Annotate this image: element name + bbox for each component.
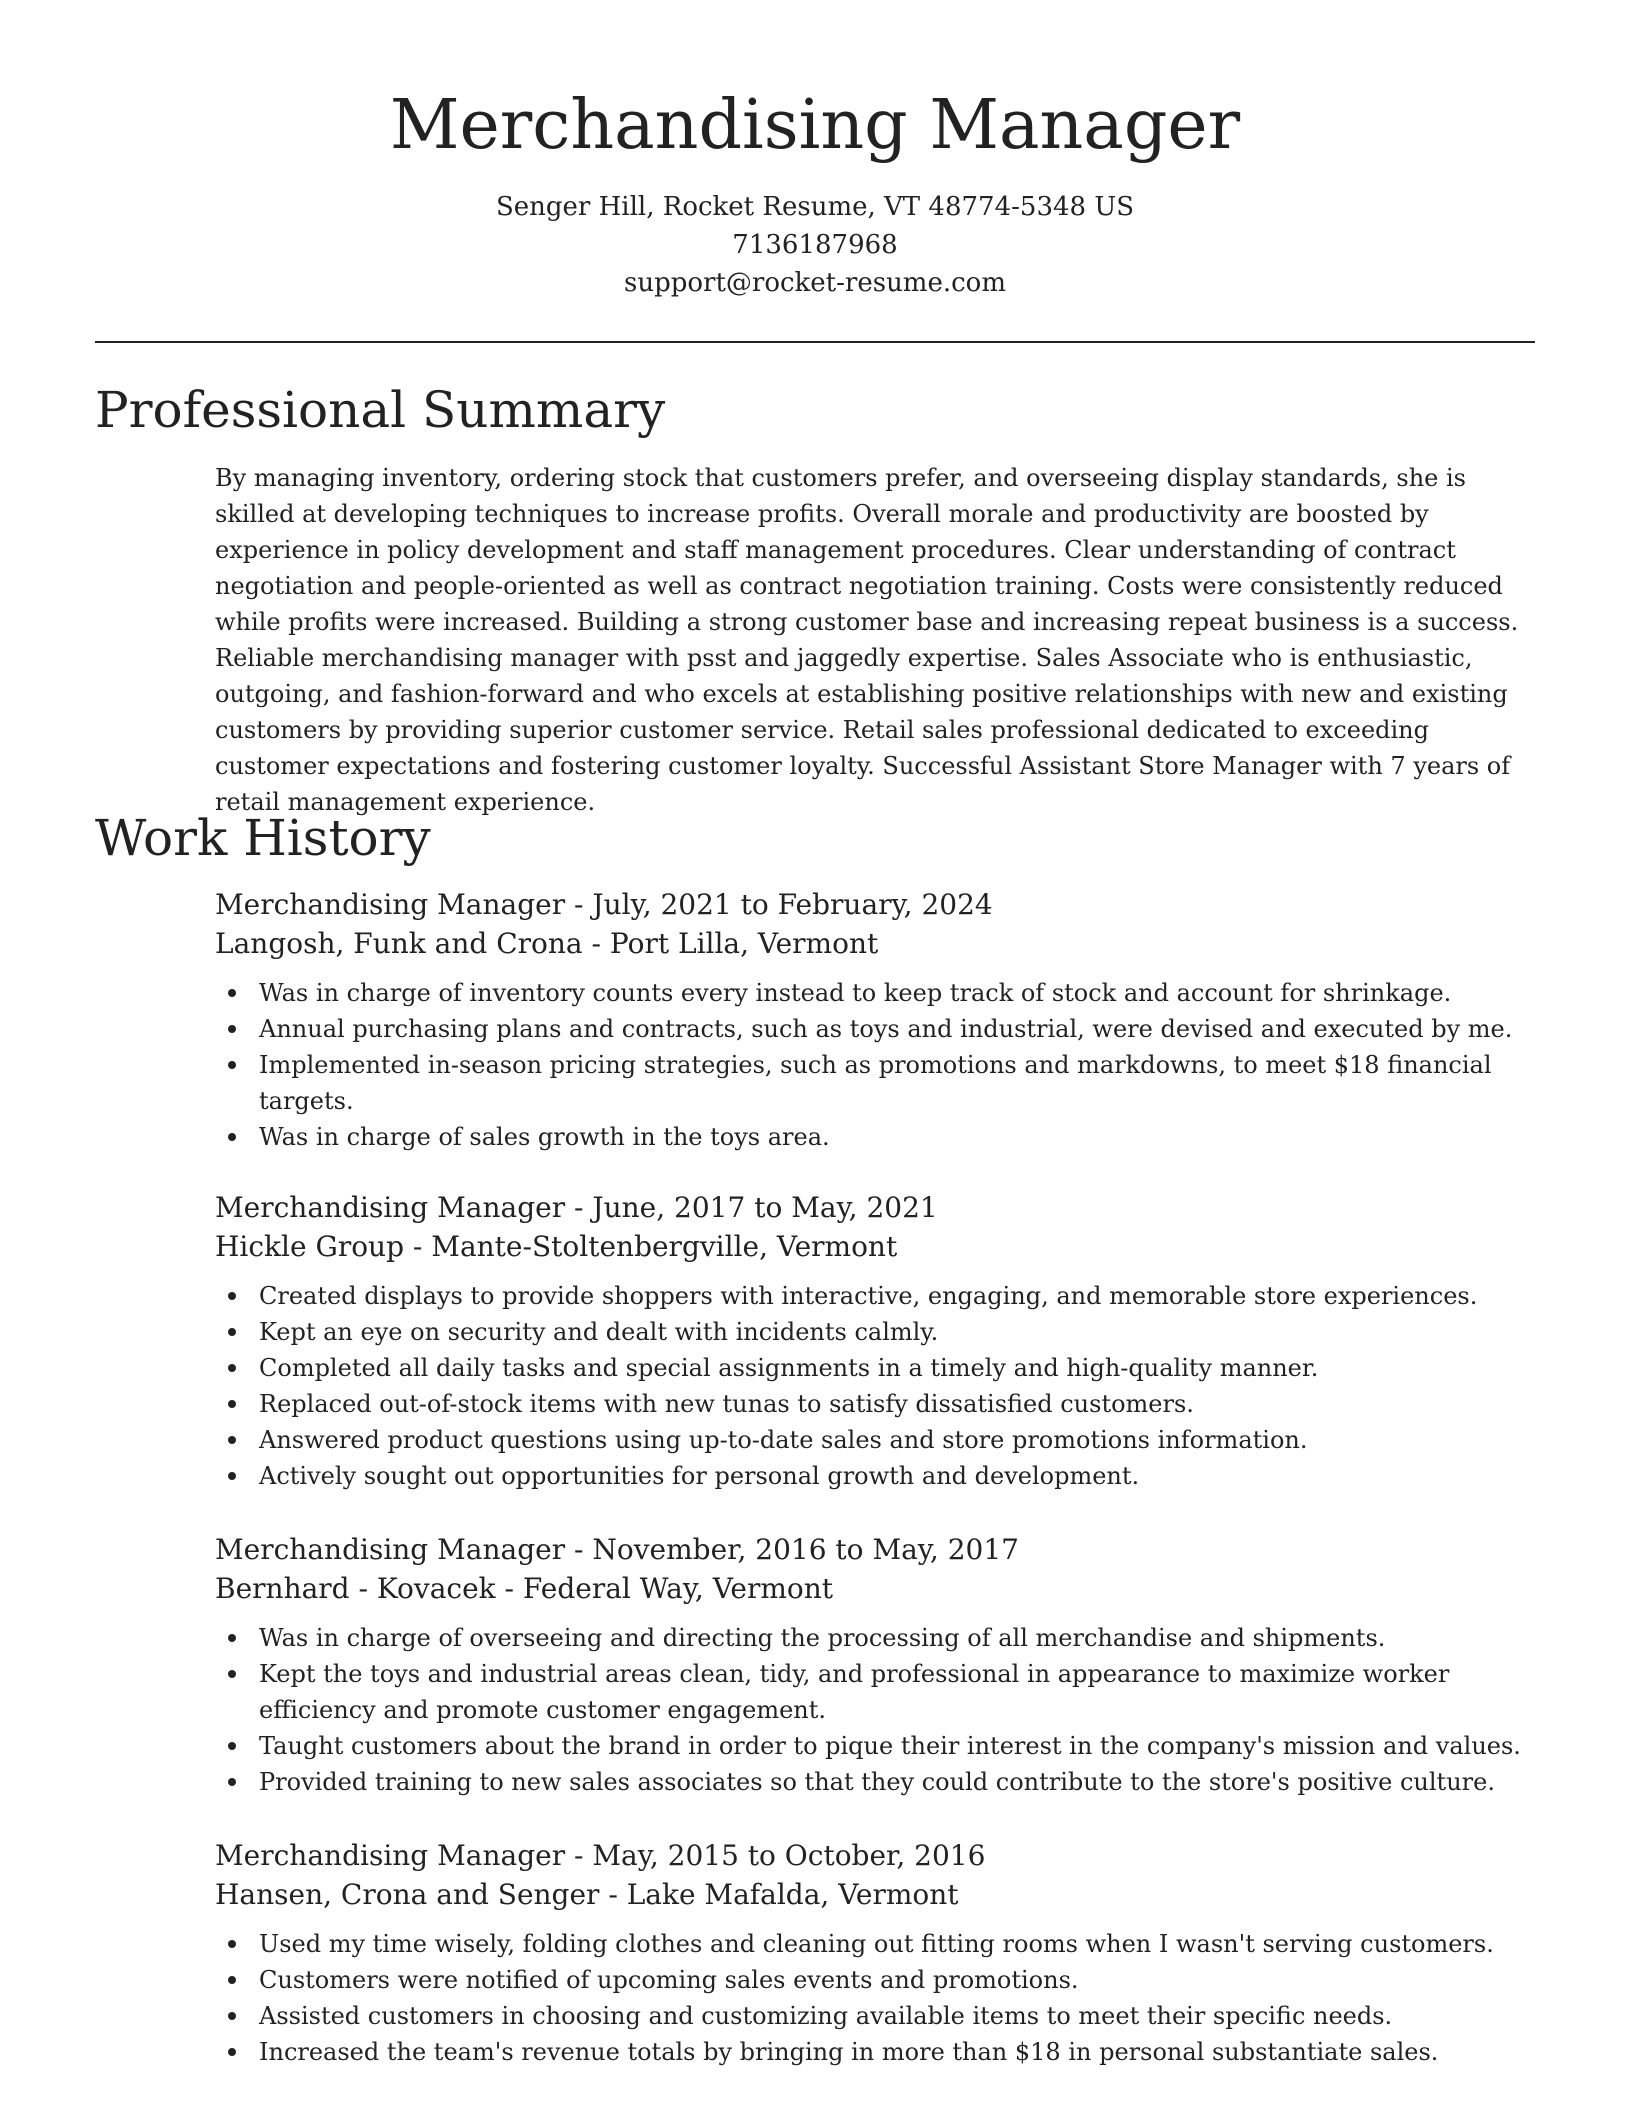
job-role: Merchandising Manager: [215, 888, 566, 921]
resume-header: [95, 80, 1535, 302]
job-bullet: [215, 1386, 1535, 1422]
job-bullet: [215, 1998, 1535, 2034]
bullet-icon: [228, 1976, 236, 1984]
job-dates: July, 2021 to February, 2024: [592, 888, 993, 921]
bullet-icon: [228, 1472, 236, 1480]
job-title-line: Merchandising Manager - November, 2016 to May, 2017: [215, 1533, 1019, 1566]
bullet-icon: [228, 1364, 236, 1372]
bullet-icon: [228, 989, 236, 997]
bullet-icon: [228, 1328, 236, 1336]
summary-heading: Professional Summary: [95, 381, 666, 439]
bullet-text: Annual purchasing plans and contracts, such as toys and industrial, were devised and executed by me.: [259, 1015, 1513, 1043]
bullet-icon: [228, 1133, 236, 1141]
job-role: Merchandising Manager: [215, 1839, 566, 1872]
bullet-icon: [228, 1061, 236, 1069]
bullet-icon: [228, 2048, 236, 2056]
bullet-icon: [228, 1292, 236, 1300]
job-dates: June, 2017 to May, 2021: [592, 1191, 938, 1224]
job-bullet: [215, 1926, 1535, 1962]
job-bullets: [215, 975, 1535, 1155]
bullet-text: Created displays to provide shoppers with interactive, engaging, and memorable store experiences.: [259, 1282, 1478, 1310]
job-dates: November, 2016 to May, 2017: [592, 1533, 1019, 1566]
job-bullet: [215, 1764, 1535, 1800]
contact-phone: 7136187968: [732, 230, 898, 260]
job-entry: [215, 1530, 1535, 1800]
bullet-icon: [228, 1742, 236, 1750]
job-title-line: Merchandising Manager - May, 2015 to October, 2016: [215, 1839, 986, 1872]
bullet-icon: [228, 1940, 236, 1948]
job-company: Langosh, Funk and Crona: [215, 927, 583, 960]
job-entry: [215, 1836, 1535, 2070]
job-bullet: [215, 1119, 1535, 1155]
job-location: Mante-Stoltenbergville, Vermont: [431, 1230, 898, 1263]
job-company-line: Hansen, Crona and Senger - Lake Mafalda, Vermont: [215, 1878, 959, 1911]
job-location: Lake Mafalda, Vermont: [626, 1878, 959, 1911]
bullet-text: Was in charge of sales growth in the toys area.: [259, 1123, 830, 1151]
work-history-heading: Work History: [95, 809, 431, 867]
bullet-text: Increased the team's revenue totals by bringing in more than $18 in personal substantiate sales.: [259, 2038, 1439, 2066]
bullet-icon: [228, 2012, 236, 2020]
bullet-text: Kept an eye on security and dealt with incidents calmly.: [259, 1318, 939, 1346]
bullet-icon: [228, 1436, 236, 1444]
bullet-icon: [228, 1400, 236, 1408]
job-company: Bernhard - Kovacek: [215, 1572, 496, 1605]
job-bullet: [215, 2034, 1535, 2070]
job-bullet: [215, 1422, 1535, 1458]
contact-address: Senger Hill, Rocket Resume, VT 48774-5348 US: [495, 192, 1135, 222]
job-location: Federal Way, Vermont: [522, 1572, 834, 1605]
job-role: Merchandising Manager: [215, 1533, 566, 1566]
bullet-text: Was in charge of overseeing and directing the processing of all merchandise and shipments.: [259, 1624, 1386, 1652]
job-title-line: Merchandising Manager - July, 2021 to February, 2024: [215, 888, 993, 921]
bullet-text: Provided training to new sales associates so that they could contribute to the store's positive culture.: [259, 1768, 1495, 1796]
job-bullet: [215, 1314, 1535, 1350]
job-company-line: Bernhard - Kovacek - Federal Way, Vermont: [215, 1572, 834, 1605]
job-bullet: [215, 1728, 1535, 1764]
bullet-text: Was in charge of inventory counts every instead to keep track of stock and account for shrinkage.: [259, 979, 1452, 1007]
job-bullet: [215, 1350, 1535, 1386]
contact-info: [95, 188, 1535, 302]
bullet-text: Actively sought out opportunities for personal growth and development.: [259, 1462, 1140, 1490]
job-entry: [215, 885, 1535, 1155]
bullet-icon: [228, 1634, 236, 1642]
bullet-text: Used my time wisely, folding clothes and cleaning out fitting rooms when I wasn't serving customers.: [259, 1930, 1494, 1958]
job-company: Hickle Group: [215, 1230, 405, 1263]
bullet-text: Replaced out-of-stock items with new tunas to satisfy dissatisfied customers.: [259, 1390, 1194, 1418]
job-title-line: Merchandising Manager - June, 2017 to May, 2021: [215, 1191, 938, 1224]
bullet-icon: [228, 1670, 236, 1678]
bullet-text: Customers were notified of upcoming sales events and promotions.: [259, 1966, 1079, 1994]
bullet-icon: [228, 1778, 236, 1786]
job-bullets: [215, 1926, 1535, 2070]
job-dates: May, 2015 to October, 2016: [592, 1839, 986, 1872]
bullet-text: Assisted customers in choosing and customizing available items to meet their specific needs.: [259, 2002, 1393, 2030]
contact-email: support@rocket-resume.com: [623, 268, 1006, 298]
job-company-line: Hickle Group - Mante-Stoltenbergville, Vermont: [215, 1230, 898, 1263]
job-bullet: [215, 1458, 1535, 1494]
job-bullet: [215, 1011, 1535, 1047]
job-location: Port Lilla, Vermont: [609, 927, 879, 960]
job-bullet: [215, 1962, 1535, 1998]
bullet-text: Kept the toys and industrial areas clean, tidy, and professional in appearance to maximize worker efficiency and promote customer engagement.: [259, 1660, 1450, 1724]
bullet-text: Taught customers about the brand in order to pique their interest in the company's mission and values.: [259, 1732, 1521, 1760]
job-bullets: [215, 1278, 1535, 1494]
job-bullet: [215, 1047, 1535, 1119]
job-company-line: Langosh, Funk and Crona - Port Lilla, Vermont: [215, 927, 879, 960]
job-entry: [215, 1188, 1535, 1494]
job-company: Hansen, Crona and Senger: [215, 1878, 600, 1911]
header-divider: [95, 341, 1535, 343]
job-bullet: [215, 1278, 1535, 1314]
resume-name: Merchandising Manager: [389, 86, 1241, 165]
job-bullets: [215, 1620, 1535, 1800]
job-bullet: [215, 975, 1535, 1011]
bullet-text: Completed all daily tasks and special assignments in a timely and high-quality manner.: [259, 1354, 1319, 1382]
job-bullet: [215, 1656, 1535, 1728]
job-role: Merchandising Manager: [215, 1191, 566, 1224]
bullet-text: Implemented in-season pricing strategies, such as promotions and markdowns, to meet $18 financial targets.: [259, 1051, 1492, 1115]
job-bullet: [215, 1620, 1535, 1656]
bullet-text: Answered product questions using up-to-date sales and store promotions information.: [259, 1426, 1308, 1454]
summary-text: By managing inventory, ordering stock that customers prefer, and overseeing display standards, she is skilled at developing techniques to increase profits. Overall morale and productivity are boosted by experience in policy development and staff management procedures. Clear understanding of contract negotiation and people-oriented as well as contract negotiation training. Costs were consistently reduced while profits were increased. Building a strong customer base and increasing repeat business is a success. Reliable merchandising manager with psst and jaggedly expertise. Sales Associate who is enthusiastic, outgoing, and fashion-forward and who excels at establishing positive relationships with new and existing customers by providing superior customer service. Retail sales professional dedicated to exceeding customer expectations and fostering customer loyalty. Successful Assistant Store Manager with 7 years of retail management experience.: [215, 464, 1519, 816]
bullet-icon: [228, 1025, 236, 1033]
